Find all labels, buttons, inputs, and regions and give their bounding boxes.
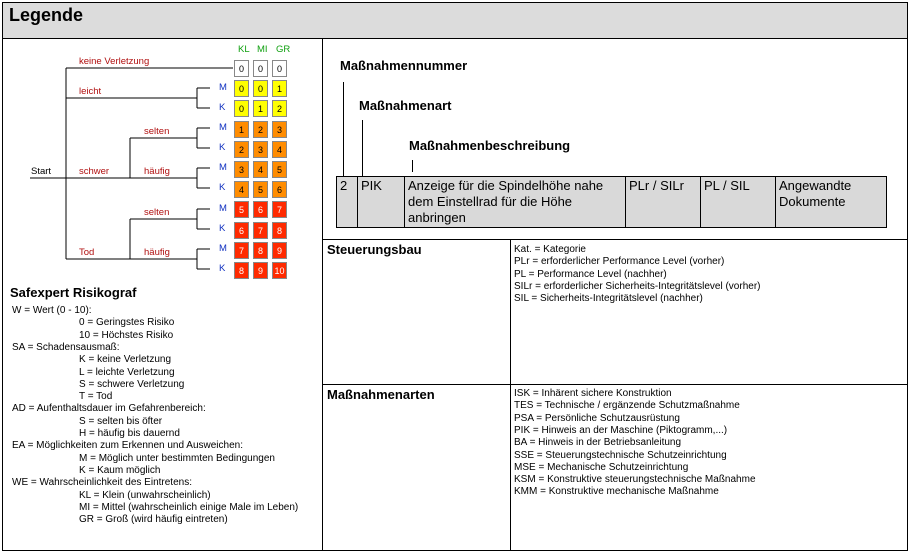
- table-row: [337, 177, 887, 228]
- risk-cell: 1: [253, 100, 268, 117]
- risk-cell: 7: [234, 242, 249, 259]
- risk-cell: 4: [272, 141, 287, 158]
- risk-cell: 0: [234, 80, 249, 97]
- risk-cell: 3: [272, 121, 287, 138]
- page-title: Legende: [9, 5, 84, 25]
- risk-cell: 6: [234, 222, 249, 239]
- list-item: PLr = erforderlicher Performance Level (vorher): [514, 256, 725, 268]
- exposure-frequent-label-1: häufig: [144, 166, 170, 177]
- pointer-number: [343, 82, 344, 176]
- risk-cell: 2: [272, 100, 287, 117]
- risk-cell: 5: [272, 161, 287, 178]
- risk-cell: 8: [234, 262, 249, 279]
- legend-line: W = Wert (0 - 10):: [12, 305, 92, 316]
- severity-light-label: leicht: [79, 86, 102, 97]
- list-item: SSE = Steuerungstechnische Schutzeinrichtung: [514, 449, 727, 461]
- risk-cell: 10: [272, 262, 287, 279]
- measure-description-label: Maßnahmenbeschreibung: [409, 138, 571, 153]
- risk-cell: 9: [253, 262, 268, 279]
- list-item: MSE = Mechanische Schutzeinrichtung: [514, 461, 689, 473]
- severity-death-label: Tod: [79, 247, 95, 258]
- section-divider-1: [322, 239, 908, 240]
- exposure-rare-label-2: selten: [144, 207, 170, 218]
- list-item: BA = Hinweis in der Betriebsanleitung: [514, 437, 682, 449]
- section-divider-2: [322, 384, 908, 385]
- avoid-m-label-3: M: [219, 162, 227, 173]
- risk-cell: 1: [272, 80, 287, 97]
- col-header-gr: GR: [276, 44, 291, 55]
- legend-line: AD = Aufenthaltsdauer im Gefahrenbereich:: [12, 403, 206, 415]
- risk-cell: 4: [234, 181, 249, 198]
- risk-cell: 0: [234, 60, 249, 77]
- measure-type-label: Maßnahmenart: [359, 98, 452, 113]
- legend-line: K = keine Verletzung: [79, 354, 172, 366]
- risk-cell: 2: [253, 121, 268, 138]
- avoid-m-label-1: M: [219, 82, 227, 93]
- legend-line: 0 = Geringstes Risiko: [79, 317, 175, 329]
- avoid-k-label-2: K: [219, 142, 226, 153]
- risk-cell: 8: [253, 242, 268, 259]
- list-item: SIL = Sicherheits-Integritätslevel (nachher): [514, 293, 703, 305]
- avoid-k-label-5: K: [219, 263, 226, 274]
- steuerungsbau-heading: Steuerungsbau: [327, 242, 422, 257]
- exposure-rare-label-1: selten: [144, 126, 170, 137]
- risk-cell: 7: [272, 201, 287, 218]
- legend-line: S = selten bis öfter: [79, 415, 163, 427]
- avoid-m-label-5: M: [219, 243, 227, 254]
- risk-cell: 7: [253, 222, 268, 239]
- risk-cell: 5: [253, 181, 268, 198]
- legend-line: SA = Schadensausmaß:: [12, 341, 120, 353]
- pointer-description: [412, 160, 413, 172]
- legend-line: 10 = Höchstes Risiko: [79, 329, 174, 341]
- legend-line: WE = Wahrscheinlichkeit des Eintretens:: [12, 477, 192, 489]
- risk-cell: 0: [253, 60, 268, 77]
- list-item: KSM = Konstruktive steuerungstechnische Maßnahme: [514, 474, 756, 486]
- legend-line: S = schwere Verletzung: [79, 378, 185, 390]
- risk-cell: 3: [253, 141, 268, 158]
- legend-line: L = leichte Verletzung: [79, 366, 175, 378]
- legend-line: T = Tod: [79, 391, 113, 403]
- example-pl: PL / SIL: [701, 177, 776, 228]
- column-divider: [322, 38, 323, 551]
- risk-cell: 8: [272, 222, 287, 239]
- legend-line: K = Kaum möglich: [79, 464, 161, 476]
- col-header-mi: MI: [257, 44, 268, 55]
- legend-line: H = häufig bis dauernd: [79, 428, 180, 439]
- risk-cell: 1: [234, 121, 249, 138]
- list-item: TES = Technische / ergänzende Schutzmaßnahme: [514, 400, 740, 412]
- avoid-k-label-4: K: [219, 223, 226, 234]
- safexpert-heading: Safexpert Risikograf: [10, 285, 137, 300]
- example-type: PIK: [358, 177, 405, 228]
- section-inner-divider: [510, 239, 511, 551]
- risk-cell: 5: [234, 201, 249, 218]
- list-item: ISK = Inhärent sichere Konstruktion: [514, 388, 672, 399]
- risk-cell: 6: [253, 201, 268, 218]
- example-number: 2: [337, 177, 358, 228]
- avoid-k-label-1: K: [219, 102, 226, 113]
- risk-cell: 2: [234, 141, 249, 158]
- risk-cell: 0: [234, 100, 249, 117]
- example-plr: PLr / SILr: [626, 177, 701, 228]
- col-header-kl: KL: [238, 44, 250, 55]
- pointer-type: [362, 120, 363, 176]
- avoid-m-label-4: M: [219, 203, 227, 214]
- start-label: Start: [31, 166, 52, 177]
- legend-line: KL = Klein (unwahrscheinlich): [79, 489, 211, 501]
- list-item: Kat. = Kategorie: [514, 244, 586, 255]
- list-item: PL = Performance Level (nachher): [514, 268, 667, 280]
- list-item: KMM = Konstruktive mechanische Maßnahme: [514, 486, 719, 498]
- risk-cell: 4: [253, 161, 268, 178]
- risk-cell: 3: [234, 161, 249, 178]
- risk-cell: 9: [272, 242, 287, 259]
- exposure-frequent-label-2: häufig: [144, 247, 170, 258]
- severity-severe-label: schwer: [79, 166, 110, 177]
- risk-cell: 6: [272, 181, 287, 198]
- risk-cell: 0: [253, 80, 268, 97]
- severity-none-label: keine Verletzung: [79, 56, 150, 67]
- list-item: PSA = Persönliche Schutzausrüstung: [514, 412, 680, 424]
- list-item: SILr = erforderlicher Sicherheits-Integritätslevel (vorher): [514, 280, 761, 292]
- legend-line: GR = Groß (wird häufig eintreten): [79, 514, 228, 526]
- list-item: PIK = Hinweis an der Maschine (Piktogramm,...): [514, 424, 728, 436]
- massnahmenarten-heading: Maßnahmenarten: [327, 387, 435, 402]
- risk-cell: 0: [272, 60, 287, 77]
- example-docs: Angewandte Dokumente: [776, 177, 887, 228]
- legend-line: MI = Mittel (wahrscheinlich einige Male im Leben): [79, 501, 299, 513]
- measure-example-table: [336, 176, 887, 228]
- legend-line: EA = Möglichkeiten zum Erkennen und Ausweichen:: [12, 440, 243, 452]
- legend-line: M = Möglich unter bestimmten Bedingungen: [79, 452, 275, 464]
- measure-number-label: Maßnahmennummer: [340, 58, 468, 73]
- example-description: Anzeige für die Spindelhöhe nahe dem Einstellrad für die Höhe anbringen: [405, 177, 626, 228]
- avoid-m-label-2: M: [219, 122, 227, 133]
- avoid-k-label-3: K: [219, 182, 226, 193]
